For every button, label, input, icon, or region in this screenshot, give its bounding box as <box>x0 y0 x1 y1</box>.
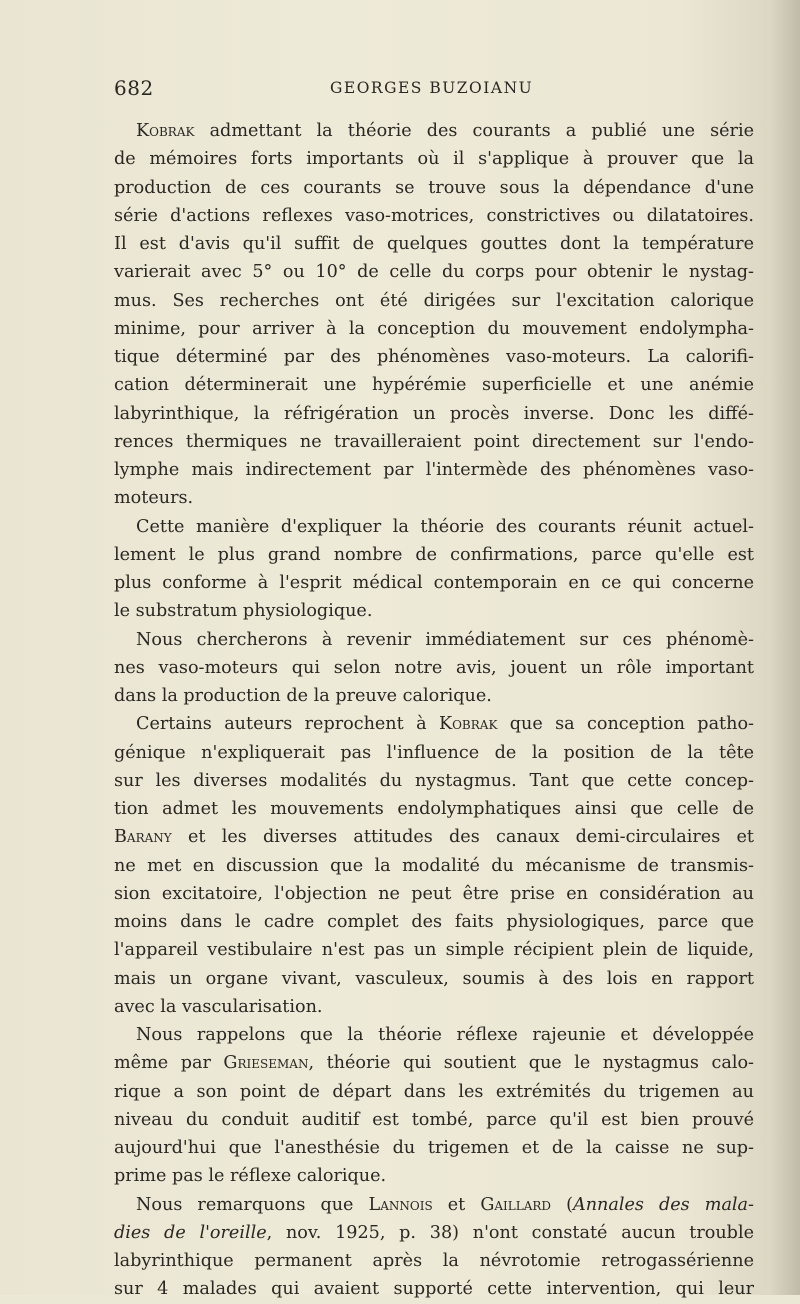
text-run: plus conforme à l'esprit médical contemporain en ce qui concerne <box>114 573 754 593</box>
text-line <box>114 1219 754 1247</box>
text-line <box>114 1247 754 1275</box>
text-run: Cette manière d'expliquer la théorie des courants réunit actuel- <box>136 516 754 537</box>
text-run: moteurs. <box>114 488 194 509</box>
text-line <box>114 936 754 964</box>
text-line <box>114 1162 754 1190</box>
page-number: 682 <box>114 76 154 100</box>
running-head: GEORGES BUZOIANU <box>330 79 534 97</box>
text-run: dans la production de la preuve calorique. <box>114 686 492 706</box>
author-name: Barany <box>114 827 172 848</box>
text-run: aujourd'hui que l'anesthésie du trigemen et de la caisse ne sup- <box>114 1138 754 1158</box>
text-line <box>114 1049 754 1077</box>
text-line <box>114 1134 754 1162</box>
text-run: mais un organe vivant, vasculeux, soumis à des lois en rapport <box>114 968 754 989</box>
body-text <box>114 117 754 1304</box>
text-line <box>114 852 754 880</box>
journal-title: Annales des mala- <box>572 1194 754 1215</box>
text-line <box>114 1191 754 1219</box>
text-line <box>114 117 754 145</box>
text-run: Certains auteurs reprochent à <box>136 714 439 735</box>
text-line <box>114 626 754 654</box>
text-run: mus. Ses recherches ont été dirigées sur l'excitation calorique <box>114 290 754 311</box>
text-line <box>114 1021 754 1049</box>
text-run: et <box>432 1194 481 1215</box>
text-run: et les diverses attitudes des canaux demi-circulaires et <box>171 827 754 848</box>
text-line <box>114 1106 754 1134</box>
text-line <box>114 145 754 173</box>
text-run: minime, pour arriver à la conception du mouvement endolympha- <box>114 318 754 339</box>
text-run: que sa conception patho- <box>497 714 754 735</box>
text-run: tique déterminé par des phénomènes vaso-moteurs. La calorifi- <box>114 347 754 367</box>
text-line <box>114 739 754 767</box>
text-run: Nous rappelons que la théorie réflexe rajeunie et développée <box>136 1025 754 1045</box>
text-run: , théorie qui soutient que le nystagmus calo- <box>308 1053 754 1074</box>
text-run: Nous chercherons à revenir immédiatement sur ces phénomè- <box>136 629 754 650</box>
text-run: série d'actions reflexes vaso-motrices, constrictives ou dilatatoires. <box>114 205 754 226</box>
text-line <box>114 710 754 738</box>
author-name: Grieseman <box>223 1053 309 1074</box>
text-run: sion excitatoire, l'objection ne peut être prise en considération au <box>114 883 754 904</box>
text-line <box>114 343 754 371</box>
text-run: même par <box>114 1053 224 1074</box>
text-run: ne met en discussion que la modalité du mécanisme de transmis- <box>114 855 754 876</box>
text-line <box>114 767 754 795</box>
text-line <box>114 569 754 597</box>
page-header <box>114 76 754 104</box>
text-run: ( <box>551 1194 573 1215</box>
text-run: Il est d'avis qu'il suffit de quelques gouttes dont la température <box>114 234 754 254</box>
text-run: sur les diverses modalités du nystagmus. Tant que cette concep- <box>114 770 754 791</box>
text-run: le substratum physiologique. <box>114 601 373 622</box>
text-line <box>114 1275 754 1303</box>
author-name: Kobrak <box>438 714 498 735</box>
text-run: niveau du conduit auditif est tombé, parce qu'il est bien prouvé <box>114 1109 754 1130</box>
page-edge-shadow <box>770 0 800 1295</box>
text-line <box>114 908 754 936</box>
text-run: lement le plus grand nombre de confirmations, parce qu'elle est <box>114 544 754 565</box>
text-run: tion admet les mouvements endolymphatiques ainsi que celle de <box>114 799 754 819</box>
text-run: de mémoires forts importants où il s'applique à prouver que la <box>114 149 754 170</box>
text-line <box>114 513 754 541</box>
text-line <box>114 597 754 625</box>
text-line <box>114 258 754 286</box>
text-line <box>114 654 754 682</box>
text-line <box>114 287 754 315</box>
text-run: moins dans le cadre complet des faits physiologiques, parce que <box>114 912 754 932</box>
text-line <box>114 484 754 512</box>
text-line <box>114 795 754 823</box>
text-run: labyrinthique, la réfrigération un procès inverse. Donc les diffé- <box>114 403 754 424</box>
text-run: Nous remarquons que <box>136 1194 369 1215</box>
text-run: , nov. 1925, p. 38) n'ont constaté aucun trouble <box>266 1222 754 1243</box>
journal-title: dies de l'oreille <box>114 1222 267 1243</box>
text-run: rique a son point de départ dans les extrémités du trigemen au <box>114 1081 754 1102</box>
text-run: l'appareil vestibulaire n'est pas un simple récipient plein de liquide, <box>114 940 754 961</box>
text-line <box>114 371 754 399</box>
text-line <box>114 880 754 908</box>
text-run: cation déterminerait une hypérémie superficielle et une anémie <box>114 375 754 396</box>
text-line <box>114 230 754 258</box>
text-run: varierait avec 5° ou 10° de celle du corps pour obtenir le nystag- <box>114 262 754 283</box>
text-run: labyrinthique permanent après la névrotomie retrogassérienne <box>114 1251 754 1271</box>
text-line <box>114 682 754 710</box>
text-run: avec la vascularisation. <box>114 996 323 1017</box>
text-line <box>114 541 754 569</box>
text-line <box>114 993 754 1021</box>
text-run: lymphe mais indirectement par l'intermède des phénomènes vaso- <box>114 460 754 480</box>
text-line <box>114 202 754 230</box>
text-run: sur 4 malades qui avaient supporté cette intervention, qui leur <box>114 1279 754 1300</box>
text-line <box>114 823 754 851</box>
text-line <box>114 400 754 428</box>
text-line <box>114 965 754 993</box>
text-line <box>114 315 754 343</box>
text-run: prime pas le réflexe calorique. <box>114 1166 387 1187</box>
text-line <box>114 1078 754 1106</box>
text-run: rences thermiques ne travailleraient point directement sur l'endo- <box>114 431 754 452</box>
text-run: production de ces courants se trouve sous la dépendance d'une <box>114 177 754 198</box>
text-line <box>114 456 754 484</box>
text-line <box>114 428 754 456</box>
author-name: Lannois <box>368 1194 433 1215</box>
author-name: Kobrak <box>136 121 195 141</box>
author-name: Gaillard <box>480 1194 552 1215</box>
text-run: nes vaso-moteurs qui selon notre avis, jouent un rôle important <box>114 657 754 678</box>
text-line <box>114 174 754 202</box>
text-run: admettant la théorie des courants a publié une série <box>194 121 754 141</box>
text-run: génique n'expliquerait pas l'influence de la position de la tête <box>114 742 754 763</box>
